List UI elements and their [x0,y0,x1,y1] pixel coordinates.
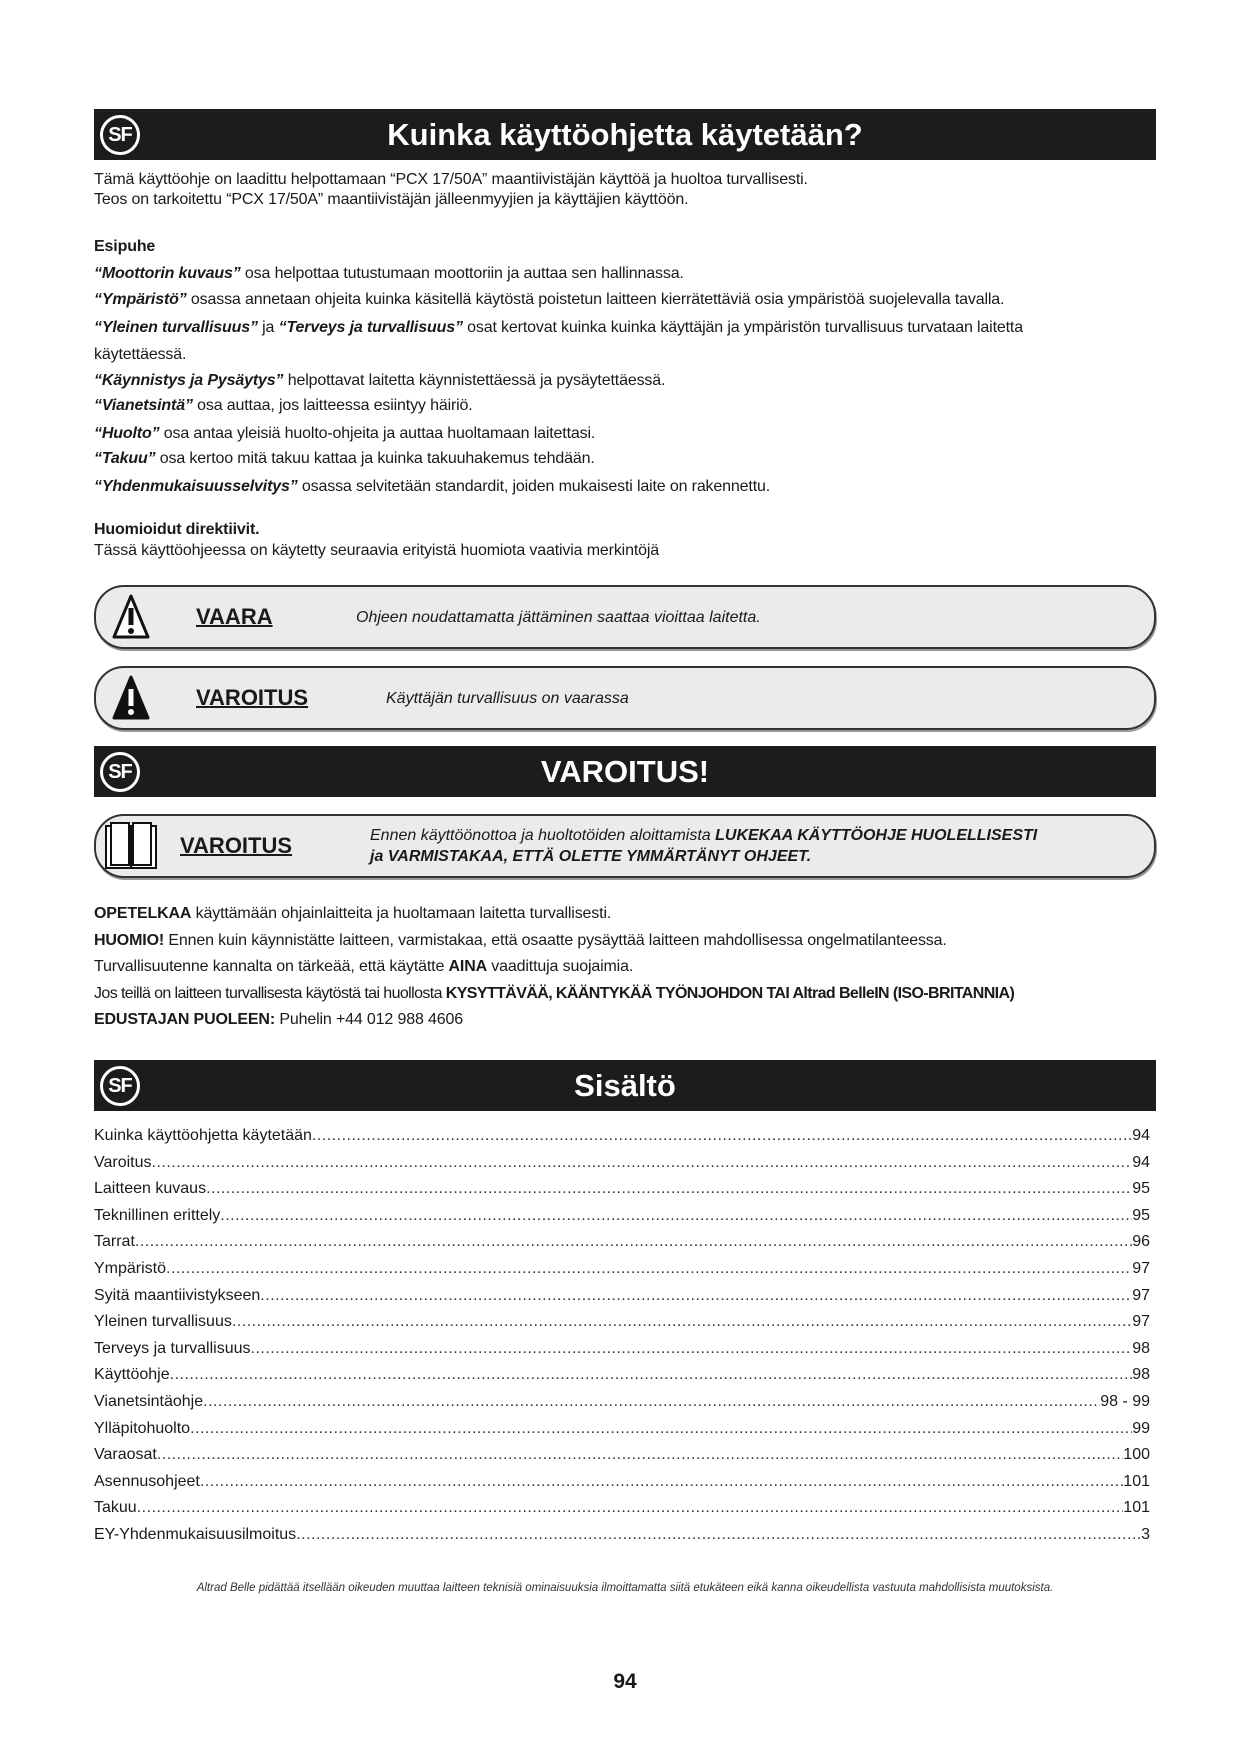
preface-item [94,290,1156,310]
danger-label: VAARA [196,604,273,629]
toc-title[interactable]: EY-Yhdenmukaisuusilmoitus [94,1526,297,1543]
section-reference: “Huolto” [94,425,160,442]
toc-leader [220,1207,1132,1229]
text: Ennen kuin käynnistätte laitteen, varmistakaa, että osaatte pysäyttää laitteen mahdollisessa ongelmatilanteessa. [164,932,947,949]
toc-entry[interactable] [94,1127,1150,1149]
preface-heading: Esipuhe [94,238,156,255]
toc-page: 100 [1123,1446,1150,1464]
toc-title[interactable]: Syitä maantiivistykseen [94,1286,261,1304]
toc-title[interactable]: Kuinka käyttöohjetta käytetään [94,1127,312,1144]
preface-item [94,318,1156,338]
message-emphasis: LUKEKAA KÄYTTÖOHJE HUOLELLISESTI [715,827,1038,844]
toc-leader [200,1473,1123,1495]
toc-entry[interactable] [94,1313,1150,1335]
toc-leader [260,1287,1132,1309]
read-manual-message [370,825,1037,867]
toc-leader [312,1127,1132,1149]
intro-line: Tämä käyttöohje on laadittu helpottamaan “PCX 17/50A” maantiivistäjän käyttöä ja huoltoa turvallisesti. [94,171,808,188]
toc-title[interactable]: Laitteen kuvaus [94,1180,207,1198]
toc-leader [251,1340,1133,1362]
toc-leader [157,1446,1123,1468]
toc-title[interactable]: Yleinen turvallisuus [94,1313,232,1331]
text: osa kertoo mitä takuu kattaa ja kuinka takuuhakemus tehdään. [155,450,595,467]
preface-item [94,371,1156,391]
section-reference: “Käynnistys ja Pysäytys” [94,372,284,389]
preface-item [94,424,1156,444]
toc-page: 94 [1132,1127,1150,1144]
toc-title[interactable]: Tarrat [94,1233,135,1251]
section-header-warning [94,746,1156,797]
text: ja [257,319,279,336]
sf-language-badge: SF [100,115,140,155]
toc-leader [206,1180,1132,1202]
section-title: Kuinka käyttöohjetta käytetään? [387,116,863,152]
preface-item [94,396,1156,416]
disclaimer: Altrad Belle pidättää itsellään oikeuden muuttaa laitteen teknisiä ominaisuuksia ilmoittamatta siitä etukäteen eikä kanna oikeudellista vastuuta mahdollisista muutoksista. [196,1582,1054,1594]
toc-page: 97 [1132,1260,1150,1277]
toc-leader [137,1499,1124,1521]
toc-page: 98 [1132,1366,1150,1384]
toc-page: 3 [1141,1526,1150,1543]
emphasis: OPETELKAA [94,905,192,922]
safety-instruction [94,931,1156,951]
toc-leader [170,1366,1133,1388]
toc-leader [135,1233,1132,1255]
section-reference: “Moottorin kuvaus” [94,265,241,282]
toc-title[interactable]: Takuu [94,1499,137,1517]
text: Turvallisuutenne kannalta on tärkeää, että käytätte [94,958,449,975]
safety-instruction [94,1010,1156,1030]
toc-title[interactable]: Varoitus [94,1153,152,1171]
toc-leader [166,1260,1132,1282]
directives-heading: Huomioidut direktiivit. [94,521,260,538]
toc-title[interactable]: Asennusohjeet [94,1472,200,1490]
emphasis: KYSYTTÄVÄÄ, KÄÄNTYKÄÄ TYÖNJOHDON TAI Altrad BelleIN (ISO-BRITANNIA) [445,985,1015,1002]
warning-triangle-outline-icon [96,593,166,641]
message-emphasis: ja VARMISTAKAA, ETTÄ OLETTE YMMÄRTÄNYT OHJEET. [370,848,812,865]
sf-language-badge: SF [100,752,140,792]
toc-title[interactable]: Ylläpitohuolto [94,1419,191,1437]
toc-page: 101 [1123,1499,1150,1517]
toc-page: 98 - 99 [1100,1393,1150,1410]
section-reference: “Yleinen turvallisuus” [94,319,258,336]
toc-page: 94 [1132,1153,1150,1171]
warning-notice [94,666,1156,730]
toc-entry[interactable] [94,1233,1150,1255]
safety-instruction [94,957,1156,977]
toc-leader [296,1526,1141,1548]
section-reference: “Terveys ja turvallisuus” [278,319,463,336]
intro-line: Teos on tarkoitettu “PCX 17/50A” maantiivistäjän jälleenmyyjien ja käyttäjien käyttöön. [94,191,689,208]
section-reference: “Yhdenmukaisuusselvitys” [94,478,298,495]
danger-message: Ohjeen noudattamatta jättäminen saattaa vioittaa laitetta. [356,608,761,626]
toc-page: 95 [1132,1180,1150,1198]
directives-text: Tässä käyttöohjeessa on käytetty seuraavia erityistä huomiota vaativia merkintöjä [94,542,660,559]
read-manual-notice [94,814,1156,878]
toc-title[interactable]: Ympäristö [94,1260,167,1277]
text: osat kertovat kuinka kuinka käyttäjän ja ympäristön turvallisuus turvataan laitetta [462,319,1023,336]
emphasis: EDUSTAJAN PUOLEEN: [94,1011,276,1028]
toc-entry[interactable] [94,1180,1150,1202]
warning-label: VAROITUS [196,685,309,710]
sf-language-badge: SF [100,1066,140,1106]
emphasis: HUOMIO! [94,932,165,949]
toc-page: 98 [1132,1339,1150,1357]
section-title: VAROITUS! [540,753,710,789]
warning-label: VAROITUS [180,833,293,858]
toc-entry[interactable] [94,1366,1150,1388]
text: osassa selvitetään standardit, joiden mukaisesti laite on rakennettu. [297,478,771,495]
danger-notice [94,585,1156,649]
toc-title[interactable]: Käyttöohje [94,1366,170,1384]
toc-title[interactable]: Varaosat [94,1446,157,1464]
text: helpottavat laitetta käynnistettäessä ja pysäytettäessä. [283,372,666,389]
preface-item [94,449,1156,469]
toc-leader [232,1313,1132,1335]
section-header-contents [94,1060,1156,1111]
toc-entry[interactable] [94,1287,1150,1309]
toc-entry[interactable] [94,1446,1150,1468]
toc-page: 96 [1132,1233,1150,1251]
safety-instruction [94,984,1156,1004]
toc-entry[interactable] [94,1473,1150,1495]
text: Puhelin +44 012 988 4606 [275,1011,464,1028]
text: osassa annetaan ohjeita kuinka käsitellä käytöstä poistetun laitteen kierrätettäviä osia ympäristöä suojelevalla tavalla. [186,291,1005,308]
toc-entry[interactable] [94,1207,1150,1229]
toc-entry[interactable] [94,1393,1150,1415]
warning-triangle-filled-icon [96,674,166,722]
toc-leader [190,1420,1132,1442]
emphasis: AINA [448,958,488,975]
toc-title[interactable]: Vianetsintäohje [94,1393,204,1410]
toc-entry[interactable] [94,1340,1150,1362]
text: vaadittuja suojaimia. [487,958,634,975]
section-reference: “Vianetsintä” [94,397,193,414]
toc-title[interactable]: Teknillinen erittely [94,1206,221,1224]
toc-leader [203,1393,1100,1415]
text: käyttämään ohjainlaitteita ja huoltamaan laitetta turvallisesti. [191,905,612,922]
warning-message: Käyttäjän turvallisuus on vaarassa [386,689,629,707]
text: käytettäessä. [94,346,187,363]
text: osa antaa yleisiä huolto-ohjeita ja auttaa huoltamaan laitettasi. [159,425,596,442]
toc-entry[interactable] [94,1154,1150,1176]
message-text: Ennen käyttöönottoa ja huoltotöiden aloittamista [370,827,716,844]
page-number: 94 [613,1670,637,1693]
toc-page: 97 [1132,1313,1150,1331]
preface-item [94,345,1156,365]
text: osa helpottaa tutustumaan moottoriin ja auttaa sen hallinnassa. [240,265,684,282]
toc-page: 99 [1132,1419,1150,1437]
toc-page: 101 [1123,1472,1150,1490]
toc-entry[interactable] [94,1526,1150,1548]
section-header-how-to-use [94,109,1156,160]
preface-item [94,477,1156,497]
toc-leader [152,1154,1133,1176]
preface-item [94,264,1156,284]
section-reference: “Ympäristö” [94,291,187,308]
toc-entry[interactable] [94,1499,1150,1521]
toc-title[interactable]: Terveys ja turvallisuus [94,1339,251,1357]
safety-instruction [94,904,1156,924]
text: osa auttaa, jos laitteessa esiintyy häiriö. [192,397,473,414]
open-book-icon [96,821,166,871]
toc-entry[interactable] [94,1420,1150,1442]
section-title: Sisältö [574,1067,676,1103]
toc-entry[interactable] [94,1260,1150,1282]
toc-page: 95 [1132,1206,1150,1224]
section-reference: “Takuu” [94,450,156,467]
toc-page: 97 [1132,1286,1150,1304]
text: Jos teillä on laitteen turvallisesta käytöstä tai huollosta [94,985,446,1002]
